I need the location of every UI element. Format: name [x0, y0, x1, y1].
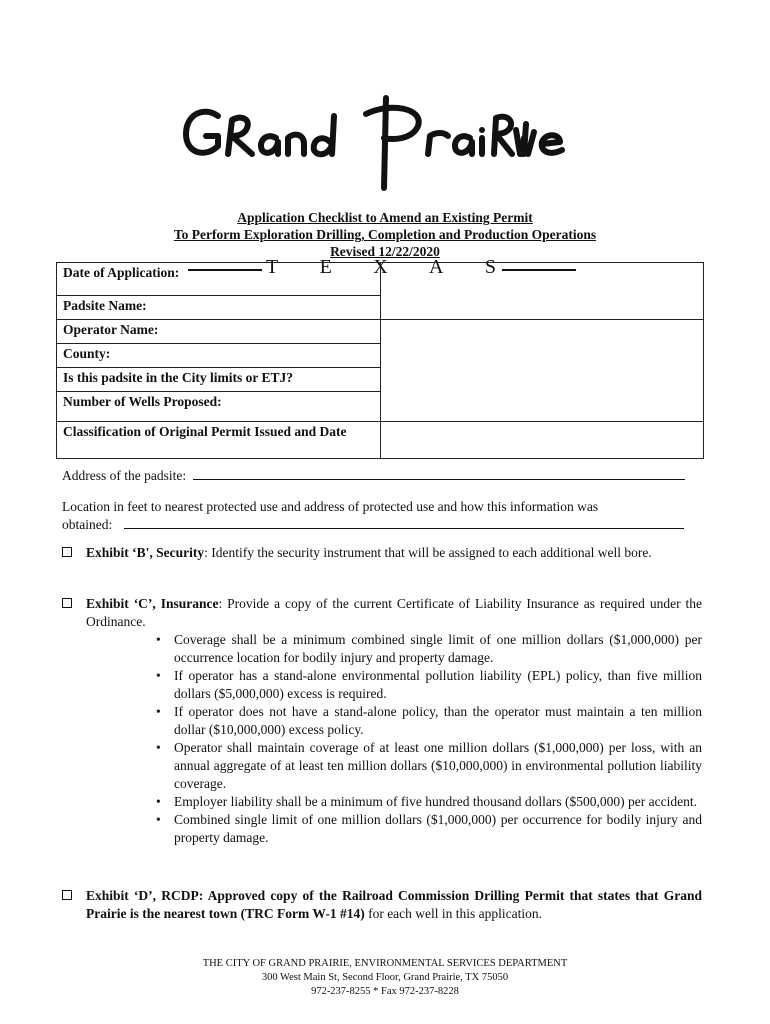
logo-letter: X	[373, 256, 388, 278]
list-item: • Combined single limit of one million dollars ($1,000,000) per occurrence for bodily injury and property damage.	[152, 811, 702, 847]
exhibit-b-heading: Exhibit ‘B', Security	[86, 545, 205, 560]
location-input-line[interactable]	[124, 515, 684, 529]
footer-phone: 972-237-8255 * Fax 972-237-8228	[311, 986, 459, 997]
table-row	[57, 422, 704, 459]
footer	[0, 957, 770, 999]
list-item: • If operator has a stand-alone environmental pollution liability (EPL) policy, than five million dollars ($5,000,000) excess is required.	[152, 667, 702, 703]
exhibit-c-checkbox[interactable]	[62, 598, 72, 608]
exhibit-d-bold-text: : Approved copy of the Railroad Commission Drilling Permit that states that Grand Prairie is the nearest town (TRC Form W-1 #14)	[86, 888, 702, 921]
location-label-line-2: obtained:	[62, 517, 113, 532]
logo-letter: E	[319, 256, 332, 278]
title-line-3: Revised 12/22/2020	[330, 244, 440, 259]
date-of-application-field[interactable]	[381, 263, 704, 320]
classification-field[interactable]	[381, 422, 704, 459]
table-row	[57, 320, 704, 344]
footer-department: THE CITY OF GRAND PRAIRIE, ENVIRONMENTAL SERVICES DEPARTMENT	[202, 958, 568, 969]
field-label: Padsite Name:	[57, 296, 381, 320]
exhibit-d	[62, 887, 702, 923]
list-item: • Operator shall maintain coverage of at least one million dollars ($1,000,000) per loss, with an annual aggregate of at least ten million dollars ($10,000,000) in environmental pollution liability coverage.	[152, 739, 702, 793]
logo-wordmark	[180, 92, 580, 192]
location-row	[62, 498, 702, 533]
exhibit-c	[62, 595, 702, 847]
logo-letter: S	[484, 256, 496, 278]
insurance-requirements-list	[152, 631, 702, 847]
title-line-2: To Perform Exploration Drilling, Completion and Production Operations	[173, 227, 597, 242]
exhibit-c-text: : Provide a copy of the current Certificate of Liability Insurance as required under the Ordinance.	[86, 596, 703, 629]
logo-letter: A	[429, 256, 444, 278]
exhibit-b-text: : Identify the security instrument that will be assigned to each additional well bore.	[204, 545, 652, 560]
logo-letter: T	[266, 256, 279, 278]
padsite-details-field[interactable]	[381, 320, 704, 422]
field-label: County:	[57, 344, 381, 368]
field-label: Date of Application:	[57, 263, 381, 296]
field-label: Classification of Original Permit Issued and Date	[57, 422, 381, 459]
table-row	[57, 263, 704, 296]
exhibit-c-heading: Exhibit ‘C’, Insurance	[86, 596, 219, 611]
location-label-line-1: Location in feet to nearest protected use and address of protected use and how this information was	[62, 499, 599, 514]
list-item: • Coverage shall be a minimum combined single limit of one million dollars ($1,000,000) per occurrence location for bodily injury and property damage.	[152, 631, 702, 667]
list-item: • Employer liability shall be a minimum of five hundred thousand dollars ($500,000) per accident.	[152, 793, 702, 811]
document-title	[0, 209, 770, 260]
exhibit-d-heading: Exhibit ‘D’, RCDP	[86, 888, 199, 903]
address-input-line[interactable]	[193, 466, 685, 480]
application-info-table	[56, 262, 704, 459]
title-line-1: Application Checklist to Amend an Existing Permit	[237, 210, 533, 225]
address-label: Address of the padsite:	[62, 468, 187, 483]
field-label: Number of Wells Proposed:	[57, 392, 381, 422]
exhibit-d-checkbox[interactable]	[62, 890, 72, 900]
exhibit-b-checkbox[interactable]	[62, 547, 72, 557]
list-item: • If operator does not have a stand-alone policy, than the operator must maintain a ten million dollar ($10,000,000) excess policy.	[152, 703, 702, 739]
field-label: Is this padsite in the City limits or ETJ?	[57, 368, 381, 392]
field-label: Operator Name:	[57, 320, 381, 344]
footer-address: 300 West Main St, Second Floor, Grand Prairie, TX 75050	[261, 972, 509, 983]
address-row	[62, 466, 685, 484]
exhibit-b	[62, 544, 702, 562]
exhibit-d-text: for each well in this application.	[364, 906, 543, 921]
